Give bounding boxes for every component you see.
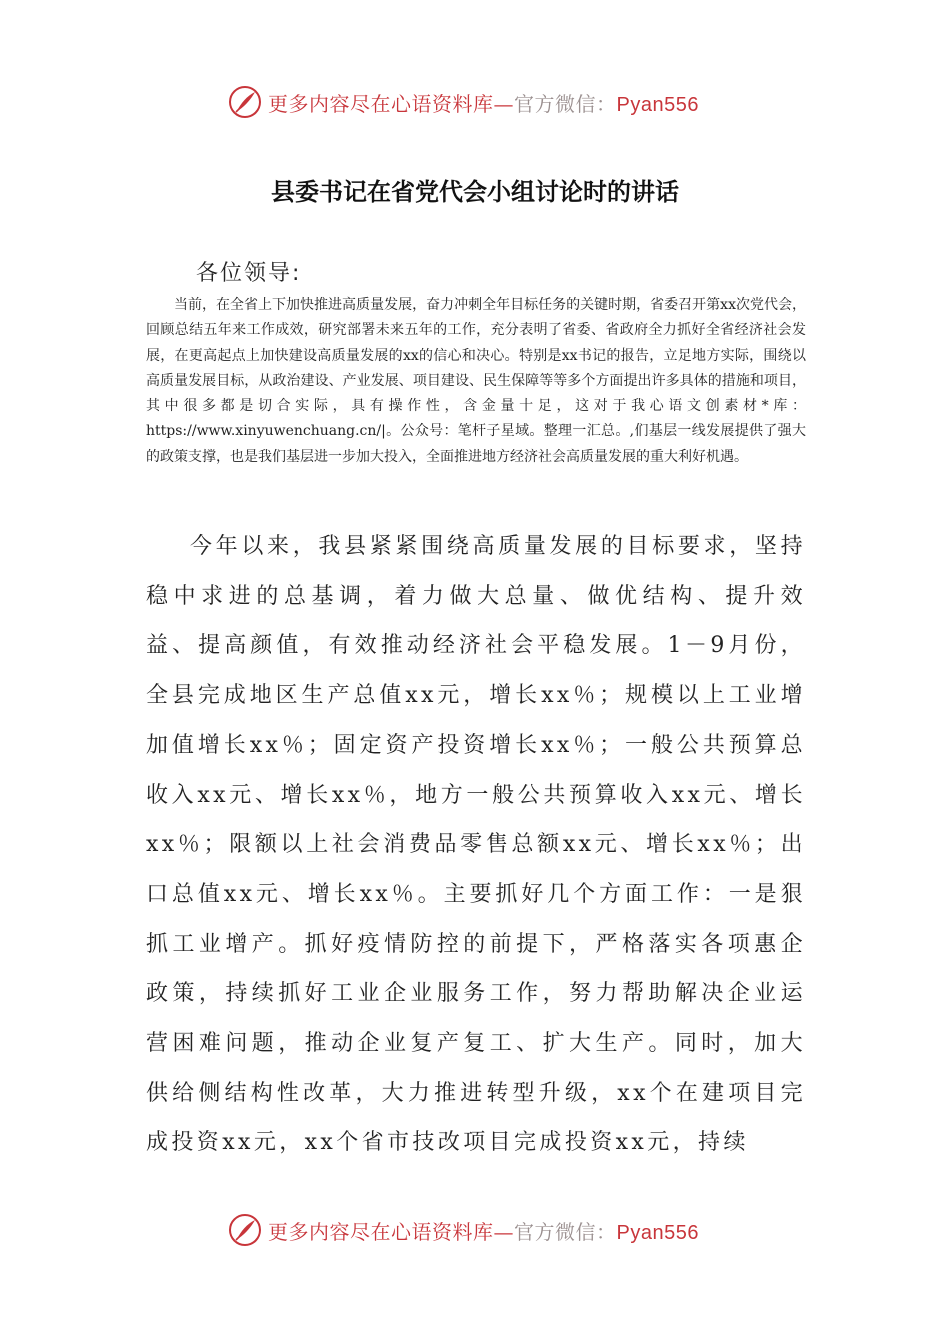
header-banner-text: 更多内容尽在心语资料库—官方微信：Pyan556	[268, 91, 699, 116]
salutation: 各位领导:	[196, 261, 302, 286]
main-paragraph: 今年以来，我县紧紧围绕高质量发展的目标要求，坚持稳中求进的总基调，着力做大总量、做优结构、提升效益、提高颜值，有效推动经济社会平稳发展。1－9月份，全县完成地区生产总值xx元，增长xx％；规模以上工业增加值增长xx％；固定资产投资增长xx％；一般公共预算总收入xx元、增长xx％，地方一般公共预算收入xx元、增长xx％；限额以上社会消费品零售总额xx元、增长xx％；出口总值xx元、增长xx％。主要抓好几个方面工作：一是狠抓工业增产。抓好疫情防控的前提下，严格落实各项惠企政策，持续抓好工业企业服务工作，努力帮助解决企业运营困难问题，推动企业复产复工、扩大生产。同时，加大供给侧结构性改革，大力推进转型升级，xx个在建项目完成投资xx元，xx个省市技改项目完成投资xx元，持续	[146, 534, 806, 1156]
intro-paragraph: 当前，在全省上下加快推进高质量发展，奋力冲刺全年目标任务的关键时期，省委召开第xx次党代会，回顾总结五年来工作成效，研究部署未来五年的工作，充分表明了省委、省政府全力抓好全省经济社会发展，在更高起点上加快建设高质量发展的xx的信心和决心。特别是xx书记的报告，立足地方实际，围绕以高质量发展目标，从政治建设、产业发展、项目建设、民生保障等等多个方面提出许多具体的措施和项目，其中很多都是切合实际，具有操作性，含金量十足，这对于我心语文创素材*库：https://www.xinyuwenchuang.cn/|。公众号：笔杆子星域。整理一汇总。,们基层一线发展提供了强大的政策支撑，也是我们基层进一步加大投入，全面推进地方经济社会高质量发展的重大利好机遇。	[146, 297, 806, 465]
quill-logo-icon	[228, 1213, 262, 1247]
footer-banner-text: 更多内容尽在心语资料库—官方微信：Pyan556	[268, 1219, 699, 1244]
header-banner	[228, 82, 748, 122]
footer-banner	[228, 1210, 748, 1250]
document-title: 县委书记在省党代会小组讨论时的讲话	[271, 177, 679, 206]
quill-logo-icon	[228, 85, 262, 119]
